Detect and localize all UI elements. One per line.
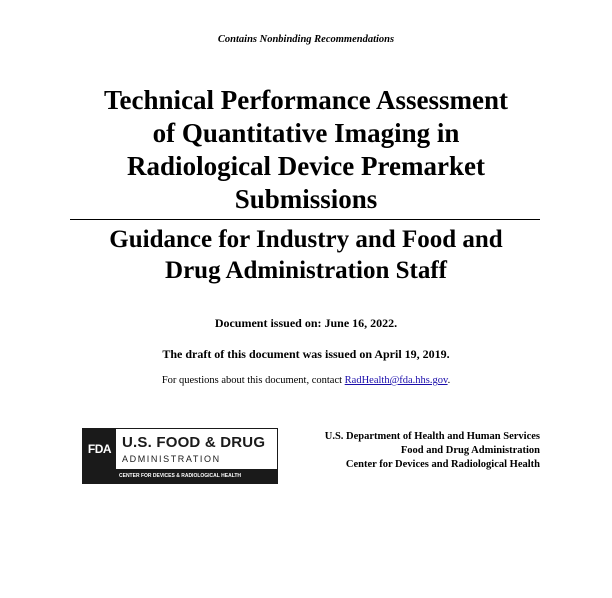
subtitle-line: Drug Administration Staff <box>165 257 447 284</box>
contact-email-link[interactable]: RadHealth@fda.hhs.gov <box>344 375 448 386</box>
header-note: Contains Nonbinding Recommendations <box>217 34 395 45</box>
contact-line <box>0 375 612 386</box>
title-line: of Quantitative Imaging in <box>152 118 460 148</box>
document-title <box>40 84 572 216</box>
fda-logo-center-bar: CENTER FOR DEVICES & RADIOLOGICAL HEALTH <box>83 469 277 483</box>
document-subtitle <box>40 224 572 286</box>
fda-logo <box>82 428 278 484</box>
fda-logo-administration: ADMINISTRATION <box>122 454 221 464</box>
title-line: Technical Performance Assessment <box>104 85 508 115</box>
fda-logo-title: U.S. FOOD & DRUG <box>122 434 266 451</box>
department-line: U.S. Department of Health and Human Services <box>324 431 540 442</box>
contact-prefix: For questions about this document, contact <box>161 375 345 386</box>
issued-date: Document issued on: June 16, 2022. <box>214 316 398 330</box>
title-line: Submissions <box>234 184 378 214</box>
department-block <box>325 430 540 472</box>
contact-suffix: . <box>447 375 451 386</box>
title-line: Radiological Device Premarket <box>127 151 485 181</box>
subtitle-line: Guidance for Industry and Food and <box>109 226 503 253</box>
fda-logo-mark: FDA <box>83 429 116 469</box>
title-divider <box>70 219 540 220</box>
draft-date: The draft of this document was issued on April 19, 2019. <box>162 347 450 361</box>
department-line: Center for Devices and Radiological Health <box>345 459 540 470</box>
department-line: Food and Drug Administration <box>400 445 540 456</box>
